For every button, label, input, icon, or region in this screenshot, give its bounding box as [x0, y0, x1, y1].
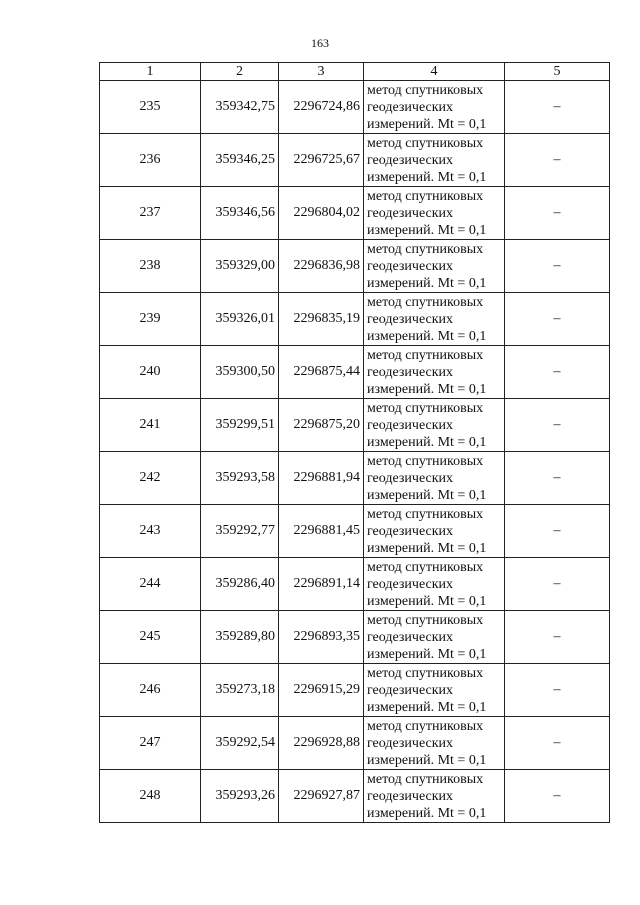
method-line: метод спутниковых — [367, 347, 484, 363]
note-cell: – — [505, 770, 610, 823]
y-coordinate-cell: 2296804,02 — [279, 187, 364, 240]
y-coordinate-cell: 2296875,20 — [279, 399, 364, 452]
method-line: измерений. Mt = 0,1 — [367, 116, 487, 132]
point-number-cell: 237 — [100, 187, 201, 240]
method-line: метод спутниковых — [367, 612, 484, 628]
method-cell — [364, 346, 505, 399]
method-line: геодезических — [367, 682, 454, 698]
column-header-1: 1 — [100, 63, 201, 81]
method-cell — [364, 293, 505, 346]
y-coordinate-cell: 2296891,14 — [279, 558, 364, 611]
point-number-cell: 244 — [100, 558, 201, 611]
method-line: измерений. Mt = 0,1 — [367, 699, 487, 715]
method-line: метод спутниковых — [367, 718, 484, 734]
point-number-cell: 243 — [100, 505, 201, 558]
table-row — [100, 81, 610, 134]
method-line: метод спутниковых — [367, 294, 484, 310]
note-cell: – — [505, 293, 610, 346]
method-line: измерений. Mt = 0,1 — [367, 381, 487, 397]
x-coordinate-cell: 359299,51 — [201, 399, 279, 452]
x-coordinate-cell: 359342,75 — [201, 81, 279, 134]
point-number-cell: 235 — [100, 81, 201, 134]
column-header-4: 4 — [364, 63, 505, 81]
table-header-row — [100, 63, 610, 81]
table-row — [100, 452, 610, 505]
point-number-cell: 242 — [100, 452, 201, 505]
method-line: метод спутниковых — [367, 82, 484, 98]
column-header-3: 3 — [279, 63, 364, 81]
method-line: геодезических — [367, 205, 454, 221]
note-cell: – — [505, 452, 610, 505]
method-line: измерений. Mt = 0,1 — [367, 222, 487, 238]
method-line: измерений. Mt = 0,1 — [367, 593, 487, 609]
method-cell — [364, 717, 505, 770]
note-cell: – — [505, 399, 610, 452]
method-line: геодезических — [367, 258, 454, 274]
method-cell — [364, 505, 505, 558]
method-cell — [364, 399, 505, 452]
table-row — [100, 134, 610, 187]
method-line: метод спутниковых — [367, 665, 484, 681]
method-line: геодезических — [367, 152, 454, 168]
method-line: метод спутниковых — [367, 188, 484, 204]
note-cell: – — [505, 717, 610, 770]
method-line: геодезических — [367, 629, 454, 645]
y-coordinate-cell: 2296893,35 — [279, 611, 364, 664]
y-coordinate-cell: 2296836,98 — [279, 240, 364, 293]
method-line: метод спутниковых — [367, 400, 484, 416]
column-header-2: 2 — [201, 63, 279, 81]
point-number-cell: 246 — [100, 664, 201, 717]
table-row — [100, 664, 610, 717]
method-line: измерений. Mt = 0,1 — [367, 434, 487, 450]
point-number-cell: 240 — [100, 346, 201, 399]
method-line: измерений. Mt = 0,1 — [367, 169, 487, 185]
table-row — [100, 240, 610, 293]
note-cell: – — [505, 134, 610, 187]
point-number-cell: 239 — [100, 293, 201, 346]
y-coordinate-cell: 2296724,86 — [279, 81, 364, 134]
y-coordinate-cell: 2296927,87 — [279, 770, 364, 823]
method-line: измерений. Mt = 0,1 — [367, 646, 487, 662]
method-cell — [364, 664, 505, 717]
method-cell — [364, 240, 505, 293]
y-coordinate-cell: 2296881,45 — [279, 505, 364, 558]
x-coordinate-cell: 359293,58 — [201, 452, 279, 505]
method-line: измерений. Mt = 0,1 — [367, 805, 487, 821]
method-line: геодезических — [367, 311, 454, 327]
x-coordinate-cell: 359300,50 — [201, 346, 279, 399]
x-coordinate-cell: 359346,25 — [201, 134, 279, 187]
method-cell — [364, 187, 505, 240]
table-row — [100, 611, 610, 664]
coordinates-table — [99, 62, 610, 823]
note-cell: – — [505, 558, 610, 611]
method-cell — [364, 134, 505, 187]
note-cell: – — [505, 505, 610, 558]
x-coordinate-cell: 359273,18 — [201, 664, 279, 717]
point-number-cell: 247 — [100, 717, 201, 770]
point-number-cell: 245 — [100, 611, 201, 664]
x-coordinate-cell: 359292,77 — [201, 505, 279, 558]
method-line: геодезических — [367, 735, 454, 751]
method-cell — [364, 611, 505, 664]
page-number: 163 — [311, 36, 329, 50]
table-row — [100, 293, 610, 346]
method-cell — [364, 770, 505, 823]
method-cell — [364, 81, 505, 134]
note-cell: – — [505, 664, 610, 717]
x-coordinate-cell: 359346,56 — [201, 187, 279, 240]
method-line: геодезических — [367, 470, 454, 486]
method-line: измерений. Mt = 0,1 — [367, 275, 487, 291]
method-line: измерений. Mt = 0,1 — [367, 752, 487, 768]
method-line: метод спутниковых — [367, 506, 484, 522]
column-header-5: 5 — [505, 63, 610, 81]
method-line: геодезических — [367, 417, 454, 433]
point-number-cell: 241 — [100, 399, 201, 452]
method-line: геодезических — [367, 576, 454, 592]
table-row — [100, 399, 610, 452]
x-coordinate-cell: 359293,26 — [201, 770, 279, 823]
x-coordinate-cell: 359286,40 — [201, 558, 279, 611]
note-cell: – — [505, 240, 610, 293]
y-coordinate-cell: 2296928,88 — [279, 717, 364, 770]
point-number-cell: 248 — [100, 770, 201, 823]
method-line: измерений. Mt = 0,1 — [367, 328, 487, 344]
table-row — [100, 187, 610, 240]
method-line: геодезических — [367, 99, 454, 115]
table-row — [100, 717, 610, 770]
method-line: геодезических — [367, 523, 454, 539]
method-line: измерений. Mt = 0,1 — [367, 540, 487, 556]
table-row — [100, 558, 610, 611]
y-coordinate-cell: 2296881,94 — [279, 452, 364, 505]
x-coordinate-cell: 359326,01 — [201, 293, 279, 346]
method-line: геодезических — [367, 788, 454, 804]
method-line: метод спутниковых — [367, 771, 484, 787]
point-number-cell: 236 — [100, 134, 201, 187]
method-cell — [364, 558, 505, 611]
method-line: метод спутниковых — [367, 453, 484, 469]
y-coordinate-cell: 2296875,44 — [279, 346, 364, 399]
point-number-cell: 238 — [100, 240, 201, 293]
x-coordinate-cell: 359292,54 — [201, 717, 279, 770]
note-cell: – — [505, 346, 610, 399]
y-coordinate-cell: 2296835,19 — [279, 293, 364, 346]
table-row — [100, 770, 610, 823]
x-coordinate-cell: 359329,00 — [201, 240, 279, 293]
method-line: геодезических — [367, 364, 454, 380]
method-line: метод спутниковых — [367, 241, 484, 257]
method-line: измерений. Mt = 0,1 — [367, 487, 487, 503]
x-coordinate-cell: 359289,80 — [201, 611, 279, 664]
y-coordinate-cell: 2296915,29 — [279, 664, 364, 717]
method-line: метод спутниковых — [367, 135, 484, 151]
method-cell — [364, 452, 505, 505]
table-row — [100, 346, 610, 399]
note-cell: – — [505, 187, 610, 240]
table-row — [100, 505, 610, 558]
method-line: метод спутниковых — [367, 559, 484, 575]
note-cell: – — [505, 611, 610, 664]
y-coordinate-cell: 2296725,67 — [279, 134, 364, 187]
note-cell: – — [505, 81, 610, 134]
